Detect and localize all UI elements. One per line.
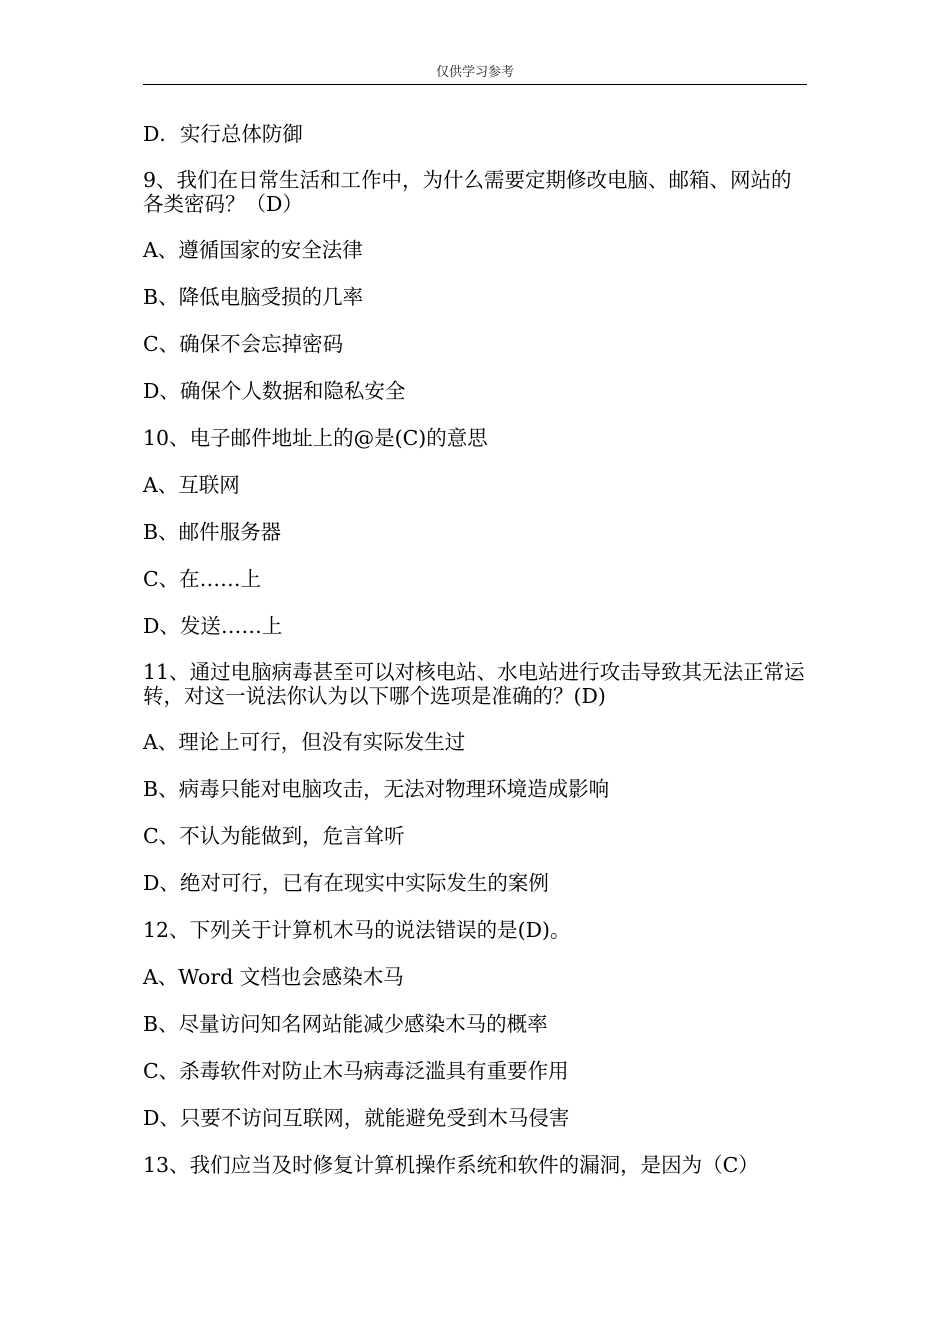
- option-line: A、遵循国家的安全法律: [143, 238, 363, 262]
- option-line: C、杀毒软件对防止木马病毒泛滥具有重要作用: [143, 1059, 569, 1083]
- option-line: B、病毒只能对电脑攻击，无法对物理环境造成影响: [143, 777, 610, 801]
- option-line: D、发送……上: [143, 614, 283, 638]
- option-line: A、互联网: [143, 473, 240, 497]
- option-line: B、尽量访问知名网站能减少感染木马的概率: [143, 1012, 548, 1036]
- page-header: 仅供学习参考: [435, 65, 514, 80]
- option-line: C、在……上: [143, 567, 262, 591]
- option-line: B、降低电脑受损的几率: [143, 285, 364, 309]
- question-13: 13、我们应当及时修复计算机操作系统和软件的漏洞，是因为（C）: [143, 1153, 759, 1177]
- question-11: 11、通过电脑病毒甚至可以对核电站、水电站进行攻击导致其无法正常运转，对这一说法你认为以下哪个选项是准确的？(D): [143, 660, 805, 708]
- option-line: C、不认为能做到，危言耸听: [143, 824, 405, 848]
- option-line: C、确保不会忘掉密码: [143, 332, 344, 356]
- option-line: D、确保个人数据和隐私安全: [143, 379, 406, 403]
- option-line: A、Word 文档也会感染木马: [143, 965, 404, 989]
- option-line: D．实行总体防御: [143, 122, 303, 146]
- document-body: [143, 121, 807, 1199]
- option-line: D、绝对可行，已有在现实中实际发生的案例: [143, 871, 549, 895]
- option-line: B、邮件服务器: [143, 520, 282, 544]
- question-10: 10、电子邮件地址上的@是(C)的意思: [143, 426, 488, 450]
- header-divider: [143, 84, 807, 85]
- question-9: 9、我们在日常生活和工作中，为什么需要定期修改电脑、邮箱、网站的各类密码？（D）: [143, 168, 792, 216]
- option-line: D、只要不访问互联网，就能避免受到木马侵害: [143, 1106, 570, 1130]
- question-12: 12、下列关于计算机木马的说法错误的是(D)。: [143, 918, 571, 942]
- option-line: A、理论上可行，但没有实际发生过: [143, 730, 466, 754]
